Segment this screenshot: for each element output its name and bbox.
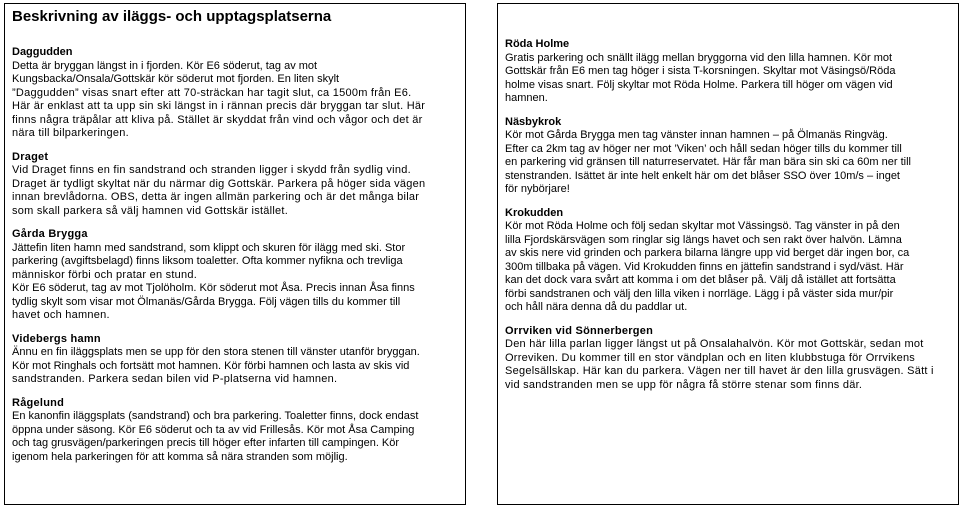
text-line: Kör E6 söderut, tag av mot Tjolöholm. Kör söderut mot Åsa. Precis innan Åsa finns	[12, 282, 415, 294]
text-line: Kör mot Ringhals och fortsätt mot hamnen. Kör förbi hamnen och lasta av skis vid	[12, 359, 410, 372]
text-line: stenstranden. Isättet är inte helt enkelt här om det blåser SSO över 10m/s – inget	[505, 169, 900, 182]
text-line: Vid Draget finns en fin sandstrand och stranden ligger i skydd från sydlig vind.	[12, 164, 411, 176]
text-line: igenom hela parkeringen för att komma så nära stranden som möjlig.	[12, 450, 348, 463]
text-line: kan det dock vara svårt att komma i om det blåser på. Välj då istället att fortsätta	[505, 274, 896, 286]
text-line: och tag grusvägen/parkeringen precis till höger efter infarten till campingen. Kör	[12, 437, 400, 449]
text-line: hamnen.	[505, 92, 548, 104]
section-heading: Näsbykrok	[505, 115, 562, 128]
text-line: Efter ca 2km tag av höger ner mot ’Viken’ och håll sedan höger tills du kommer till	[505, 142, 902, 155]
section-daggudden	[12, 46, 459, 141]
section-draget	[12, 151, 459, 219]
section-heading: Krokudden	[505, 206, 564, 219]
section-heading: Daggudden	[12, 46, 73, 58]
text-line: öppna under säsong. Kör E6 söderut och ta av vid Frillesås. Kör mot Åsa Camping	[12, 423, 415, 436]
text-line: holme visas snart. Följ skyltar mot Röda Holme. Parkera till höger om vägen vid	[505, 78, 893, 91]
text-line: en parkering vid gränsen till naturreservatet. Här får man bära sin ski ca 60m ner till	[505, 156, 911, 168]
text-line: förbi sandstranen och välj den lilla viken i norrläge. Lägg i på väster sida mur/pir	[505, 287, 894, 300]
section-nasbykrok	[505, 116, 952, 197]
text-line: och håll nära denna då du paddlar ut.	[505, 301, 688, 313]
text-line: Ännu en fin iläggsplats men se upp för den stora stenen till vänster utanför bryggan.	[12, 346, 420, 358]
text-line: Segelsällskap. Här kan du parkera. Vägen ner till havet är den lilla grusvägen. Sätt i	[505, 365, 934, 377]
text-line: för nybörjare!	[505, 183, 570, 195]
section-roda-holme	[505, 38, 952, 106]
text-line: ”Daggudden” visas snart efter att 70-sträckan har tagit slut, ca 1500m från E6.	[12, 86, 412, 99]
text-line: Kör mot Gårda Brygga men tag vänster innan hamnen – på Ölmanäs Ringväg.	[505, 129, 888, 141]
text-line: av skis nere vid grinden och parkera bilarna längre upp vid berget där ingen bor, ca	[505, 247, 910, 259]
left-panel	[4, 3, 466, 505]
section-heading: Videbergs hamn	[12, 332, 101, 345]
text-line: Detta är bryggan längst in i fjorden. Kör E6 söderut, tag av mot	[12, 59, 318, 72]
text-line: som skall parkera så välj hamnen vid Gottskär istället.	[12, 204, 289, 217]
section-orrviken	[505, 325, 952, 393]
text-line: Den här lilla parlan ligger längst ut på Onsalahalvön. Kör mot Gottskär, sedan mot	[505, 338, 924, 350]
text-line: nära till bilparkeringen.	[12, 127, 129, 139]
section-heading: Draget	[12, 150, 49, 163]
section-ragelund	[12, 397, 459, 465]
text-line: 300m tillbaka på vägen. Vid Krokudden finns en jättefin sandstrand i syd/väst. Här	[505, 260, 904, 273]
text-line: Kungsbacka/Onsala/Gottskär kör söderut mot fjorden. En liten skylt	[12, 73, 340, 85]
text-line: innan brevlådorna. OBS, detta är ingen allmän parkering och är det många bilar	[12, 191, 420, 203]
section-heading: Rågelund	[12, 396, 65, 409]
section-garda-brygga	[12, 228, 459, 323]
section-heading: Gårda Brygga	[12, 228, 88, 240]
text-line: Jättefin liten hamn med sandstrand, som klippt och skuren för ilägg med ski. Stor	[12, 241, 406, 254]
text-line: lilla Fjordskärsvägen som ringlar sig längs havet och sen rakt över halvön. Lämna	[505, 233, 902, 246]
section-heading: Röda Holme	[505, 38, 570, 50]
text-line: människor förbi och pratar en stund.	[12, 268, 198, 281]
text-line: Gratis parkering och snällt ilägg mellan bryggorna vid den lilla hamnen. Kör mot	[505, 51, 893, 64]
section-videbergs-hamn	[12, 333, 459, 387]
text-line: tydlig skylt som visar mot Ölmanäs/Gårda Brygga. Följ vägen tills du kommer till	[12, 295, 401, 308]
text-line: havet och hamnen.	[12, 309, 110, 321]
text-line: sandstranden. Parkera sedan bilen vid P-platserna vid hamnen.	[12, 373, 338, 385]
section-krokudden	[505, 207, 952, 315]
text-line: vid sandstranden men se upp för några få större stenar som finns där.	[505, 378, 863, 391]
text-line: Här är enklast att ta upp sin ski längst in i rännan precis där bryggan tar slut. Här	[12, 100, 426, 112]
section-heading: Orrviken vid Sönnerbergen	[505, 324, 654, 337]
right-panel	[497, 3, 959, 505]
text-line: parkering (avgiftsbelagd) finns liksom toaletter. Ofta kommer nyfikna och trevliga	[12, 255, 403, 267]
page-title: Beskrivning av iläggs- och upptagsplatserna	[12, 8, 332, 25]
text-line: Draget är tydligt skyltat när du närmar dig Gottskär. Parkera på höger sida vägen	[12, 177, 426, 190]
text-line: En kanonfin iläggsplats (sandstrand) och bra parkering. Toaletter finns, dock endast	[12, 410, 419, 422]
text-line: Gottskär från E6 men tag höger i sista T-korsningen. Skyltar mot Väsingsö/Röda	[505, 65, 896, 77]
text-line: finns några träpålar att kliva på. Stället är skyddat från vind och vågor och det är	[12, 113, 423, 126]
text-line: Kör mot Röda Holme och följ sedan skyltar mot Vässingsö. Tag vänster in på den	[505, 220, 900, 232]
text-line: Orreviken. Du kommer till en stor vändplan och en liten klubbstuga för Orrvikens	[505, 351, 916, 364]
